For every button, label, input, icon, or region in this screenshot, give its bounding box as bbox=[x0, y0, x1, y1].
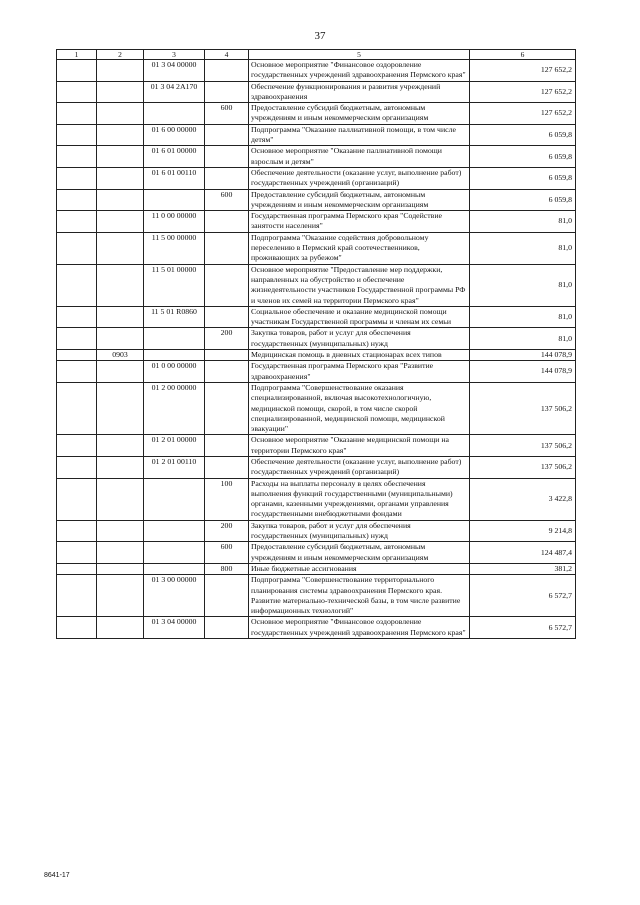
cell-subsection bbox=[97, 189, 144, 211]
cell-target-code: 01 6 01 00000 bbox=[144, 146, 205, 168]
cell-target-code: 01 3 00 00000 bbox=[144, 575, 205, 617]
cell-description: Подпрограмма "Совершенствование оказания специализированной, включая высокотехнологичную, медицинской помощи, скорой, в том числе скорой специализированной, медицинской помощи, медицинской эвакуации" bbox=[249, 382, 470, 434]
cell-section bbox=[57, 167, 97, 189]
cell-amount: 3 422,8 bbox=[470, 478, 576, 520]
cell-target-code bbox=[144, 478, 205, 520]
cell-subsection: 0903 bbox=[97, 350, 144, 361]
cell-target-code: 01 3 04 00000 bbox=[144, 617, 205, 639]
table-row bbox=[57, 361, 576, 383]
cell-description: Подпрограмма "Оказание паллиативной помощи, в том числе детям" bbox=[249, 124, 470, 146]
cell-amount: 137 506,2 bbox=[470, 382, 576, 434]
cell-section bbox=[57, 232, 97, 264]
cell-section bbox=[57, 146, 97, 168]
cell-amount: 81,0 bbox=[470, 306, 576, 328]
cell-subsection bbox=[97, 563, 144, 574]
cell-description: Предоставление субсидий бюджетным, автономным учреждениям и иным некоммерческим организациям bbox=[249, 542, 470, 564]
cell-subsection bbox=[97, 232, 144, 264]
cell-expense-type bbox=[205, 575, 249, 617]
cell-expense-type bbox=[205, 456, 249, 478]
cell-section bbox=[57, 350, 97, 361]
cell-amount: 381,2 bbox=[470, 563, 576, 574]
table-row bbox=[57, 617, 576, 639]
cell-description: Основное мероприятие "Оказание медицинской помощи на территории Пермского края" bbox=[249, 435, 470, 457]
cell-target-code bbox=[144, 189, 205, 211]
table-row bbox=[57, 232, 576, 264]
cell-amount: 6 059,8 bbox=[470, 189, 576, 211]
table-row bbox=[57, 328, 576, 350]
column-header: 2 bbox=[97, 50, 144, 60]
cell-section bbox=[57, 563, 97, 574]
table-row bbox=[57, 146, 576, 168]
cell-description: Основное мероприятие "Оказание паллиативной помощи взрослым и детям" bbox=[249, 146, 470, 168]
cell-description: Подпрограмма "Оказание содействия добровольному переселению в Пермский край соотечественников, проживающих за рубежом" bbox=[249, 232, 470, 264]
cell-description: Предоставление субсидий бюджетным, автономным учреждениям и иным некоммерческим организациям bbox=[249, 103, 470, 125]
cell-expense-type: 600 bbox=[205, 189, 249, 211]
document-code: 8641-17 bbox=[44, 872, 70, 879]
cell-section bbox=[57, 456, 97, 478]
cell-amount: 127 652,2 bbox=[470, 81, 576, 103]
cell-target-code: 01 2 00 00000 bbox=[144, 382, 205, 434]
cell-description: Закупка товаров, работ и услуг для обеспечения государственных (муниципальных) нужд bbox=[249, 328, 470, 350]
table-row bbox=[57, 478, 576, 520]
cell-expense-type bbox=[205, 435, 249, 457]
cell-expense-type bbox=[205, 81, 249, 103]
cell-description: Медицинская помощь в дневных стационарах всех типов bbox=[249, 350, 470, 361]
cell-amount: 137 506,2 bbox=[470, 456, 576, 478]
cell-description: Расходы на выплаты персоналу в целях обеспечения выполнения функций государственными (муниципальными) органами, казенными учреждениями, органами управления государственными внебюджетными фондами bbox=[249, 478, 470, 520]
table-row bbox=[57, 563, 576, 574]
column-header: 1 bbox=[57, 50, 97, 60]
page-number: 37 bbox=[314, 30, 326, 42]
cell-subsection bbox=[97, 167, 144, 189]
cell-description: Подпрограмма "Совершенствование территориального планирования системы здравоохранения Пермского края. Развитие материально-технической базы, в том числе развитие информационных технологий" bbox=[249, 575, 470, 617]
cell-description: Предоставление субсидий бюджетным, автономным учреждениям и иным некоммерческим организациям bbox=[249, 189, 470, 211]
cell-expense-type bbox=[205, 350, 249, 361]
cell-target-code bbox=[144, 103, 205, 125]
cell-expense-type bbox=[205, 232, 249, 264]
cell-amount: 81,0 bbox=[470, 211, 576, 233]
cell-target-code: 11 5 01 00000 bbox=[144, 264, 205, 306]
cell-target-code: 01 6 01 00110 bbox=[144, 167, 205, 189]
cell-expense-type: 200 bbox=[205, 328, 249, 350]
cell-target-code: 11 5 00 00000 bbox=[144, 232, 205, 264]
cell-expense-type: 100 bbox=[205, 478, 249, 520]
cell-expense-type bbox=[205, 211, 249, 233]
cell-section bbox=[57, 264, 97, 306]
cell-amount: 127 652,2 bbox=[470, 60, 576, 82]
cell-subsection bbox=[97, 103, 144, 125]
cell-section bbox=[57, 211, 97, 233]
table-row bbox=[57, 189, 576, 211]
cell-description: Обеспечение деятельности (оказание услуг, выполнение работ) государственных учреждений (организаций) bbox=[249, 167, 470, 189]
table-row bbox=[57, 382, 576, 434]
cell-section bbox=[57, 478, 97, 520]
column-header: 3 bbox=[144, 50, 205, 60]
cell-subsection bbox=[97, 264, 144, 306]
cell-target-code: 11 0 00 00000 bbox=[144, 211, 205, 233]
cell-description: Государственная программа Пермского края "Развитие здравоохранения" bbox=[249, 361, 470, 383]
cell-description: Основное мероприятие "Финансовое оздоровление государственных учреждений здравоохранения Пермского края" bbox=[249, 617, 470, 639]
cell-section bbox=[57, 60, 97, 82]
column-header: 6 bbox=[470, 50, 576, 60]
table-row bbox=[57, 542, 576, 564]
cell-expense-type bbox=[205, 382, 249, 434]
cell-target-code bbox=[144, 520, 205, 542]
cell-section bbox=[57, 435, 97, 457]
cell-subsection bbox=[97, 146, 144, 168]
cell-target-code bbox=[144, 542, 205, 564]
cell-expense-type bbox=[205, 361, 249, 383]
cell-section bbox=[57, 306, 97, 328]
cell-amount: 81,0 bbox=[470, 264, 576, 306]
cell-target-code: 01 3 04 2А170 bbox=[144, 81, 205, 103]
cell-subsection bbox=[97, 60, 144, 82]
cell-amount: 6 572,7 bbox=[470, 575, 576, 617]
cell-expense-type: 200 bbox=[205, 520, 249, 542]
cell-section bbox=[57, 520, 97, 542]
table-row bbox=[57, 575, 576, 617]
cell-expense-type: 600 bbox=[205, 542, 249, 564]
cell-subsection bbox=[97, 575, 144, 617]
cell-section bbox=[57, 124, 97, 146]
cell-target-code: 01 3 04 00000 bbox=[144, 60, 205, 82]
cell-subsection bbox=[97, 520, 144, 542]
cell-amount: 81,0 bbox=[470, 328, 576, 350]
cell-description: Социальное обеспечение и оказание медицинской помощи участникам Государственной программы и членам их семьи bbox=[249, 306, 470, 328]
cell-description: Основное мероприятие "Предоставление мер поддержки, направленных на обустройство и обеспечение жизнедеятельности участников Государственной программы РФ и членов их семей на территории Пермского края" bbox=[249, 264, 470, 306]
table-row bbox=[57, 103, 576, 125]
cell-subsection bbox=[97, 435, 144, 457]
cell-description: Государственная программа Пермского края "Содействие занятости населения" bbox=[249, 211, 470, 233]
cell-section bbox=[57, 328, 97, 350]
cell-amount: 124 487,4 bbox=[470, 542, 576, 564]
cell-subsection bbox=[97, 124, 144, 146]
cell-target-code: 01 2 01 00000 bbox=[144, 435, 205, 457]
budget-table bbox=[56, 49, 576, 639]
cell-expense-type: 600 bbox=[205, 103, 249, 125]
cell-amount: 6 059,8 bbox=[470, 167, 576, 189]
cell-subsection bbox=[97, 456, 144, 478]
cell-expense-type bbox=[205, 124, 249, 146]
cell-target-code: 01 6 00 00000 bbox=[144, 124, 205, 146]
cell-expense-type bbox=[205, 60, 249, 82]
cell-amount: 6 059,8 bbox=[470, 146, 576, 168]
cell-section bbox=[57, 382, 97, 434]
cell-subsection bbox=[97, 382, 144, 434]
cell-expense-type bbox=[205, 167, 249, 189]
cell-section bbox=[57, 542, 97, 564]
cell-description: Закупка товаров, работ и услуг для обеспечения государственных (муниципальных) нужд bbox=[249, 520, 470, 542]
cell-expense-type bbox=[205, 617, 249, 639]
cell-description: Обеспечение деятельности (оказание услуг, выполнение работ) государственных учреждений (организаций) bbox=[249, 456, 470, 478]
cell-section bbox=[57, 575, 97, 617]
cell-amount: 144 078,9 bbox=[470, 350, 576, 361]
table-row bbox=[57, 81, 576, 103]
cell-amount: 137 506,2 bbox=[470, 435, 576, 457]
cell-target-code bbox=[144, 350, 205, 361]
cell-subsection bbox=[97, 617, 144, 639]
column-header: 4 bbox=[205, 50, 249, 60]
table-row bbox=[57, 520, 576, 542]
table-row bbox=[57, 124, 576, 146]
cell-target-code: 11 5 01 R0860 bbox=[144, 306, 205, 328]
column-header: 5 bbox=[249, 50, 470, 60]
table-header-row bbox=[57, 50, 576, 60]
cell-expense-type bbox=[205, 146, 249, 168]
cell-section bbox=[57, 617, 97, 639]
cell-expense-type: 800 bbox=[205, 563, 249, 574]
cell-amount: 6 572,7 bbox=[470, 617, 576, 639]
cell-subsection bbox=[97, 478, 144, 520]
table-row bbox=[57, 306, 576, 328]
cell-amount: 127 652,2 bbox=[470, 103, 576, 125]
cell-expense-type bbox=[205, 306, 249, 328]
cell-target-code bbox=[144, 563, 205, 574]
cell-section bbox=[57, 103, 97, 125]
cell-subsection bbox=[97, 306, 144, 328]
cell-subsection bbox=[97, 542, 144, 564]
cell-subsection bbox=[97, 361, 144, 383]
cell-amount: 81,0 bbox=[470, 232, 576, 264]
cell-expense-type bbox=[205, 264, 249, 306]
cell-subsection bbox=[97, 81, 144, 103]
cell-amount: 9 214,8 bbox=[470, 520, 576, 542]
cell-subsection bbox=[97, 328, 144, 350]
cell-section bbox=[57, 81, 97, 103]
cell-target-code: 01 0 00 00000 bbox=[144, 361, 205, 383]
table-row bbox=[57, 211, 576, 233]
table-row bbox=[57, 456, 576, 478]
cell-description: Иные бюджетные ассигнования bbox=[249, 563, 470, 574]
table-row bbox=[57, 60, 576, 82]
cell-amount: 144 078,9 bbox=[470, 361, 576, 383]
cell-section bbox=[57, 189, 97, 211]
cell-section bbox=[57, 361, 97, 383]
table-row bbox=[57, 264, 576, 306]
table-row bbox=[57, 435, 576, 457]
cell-description: Обеспечение функционирования и развития учреждений здравоохранения bbox=[249, 81, 470, 103]
cell-description: Основное мероприятие "Финансовое оздоровление государственных учреждений здравоохранения Пермского края" bbox=[249, 60, 470, 82]
cell-target-code bbox=[144, 328, 205, 350]
cell-amount: 6 059,8 bbox=[470, 124, 576, 146]
table-row bbox=[57, 350, 576, 361]
cell-subsection bbox=[97, 211, 144, 233]
cell-target-code: 01 2 01 00110 bbox=[144, 456, 205, 478]
table-row bbox=[57, 167, 576, 189]
